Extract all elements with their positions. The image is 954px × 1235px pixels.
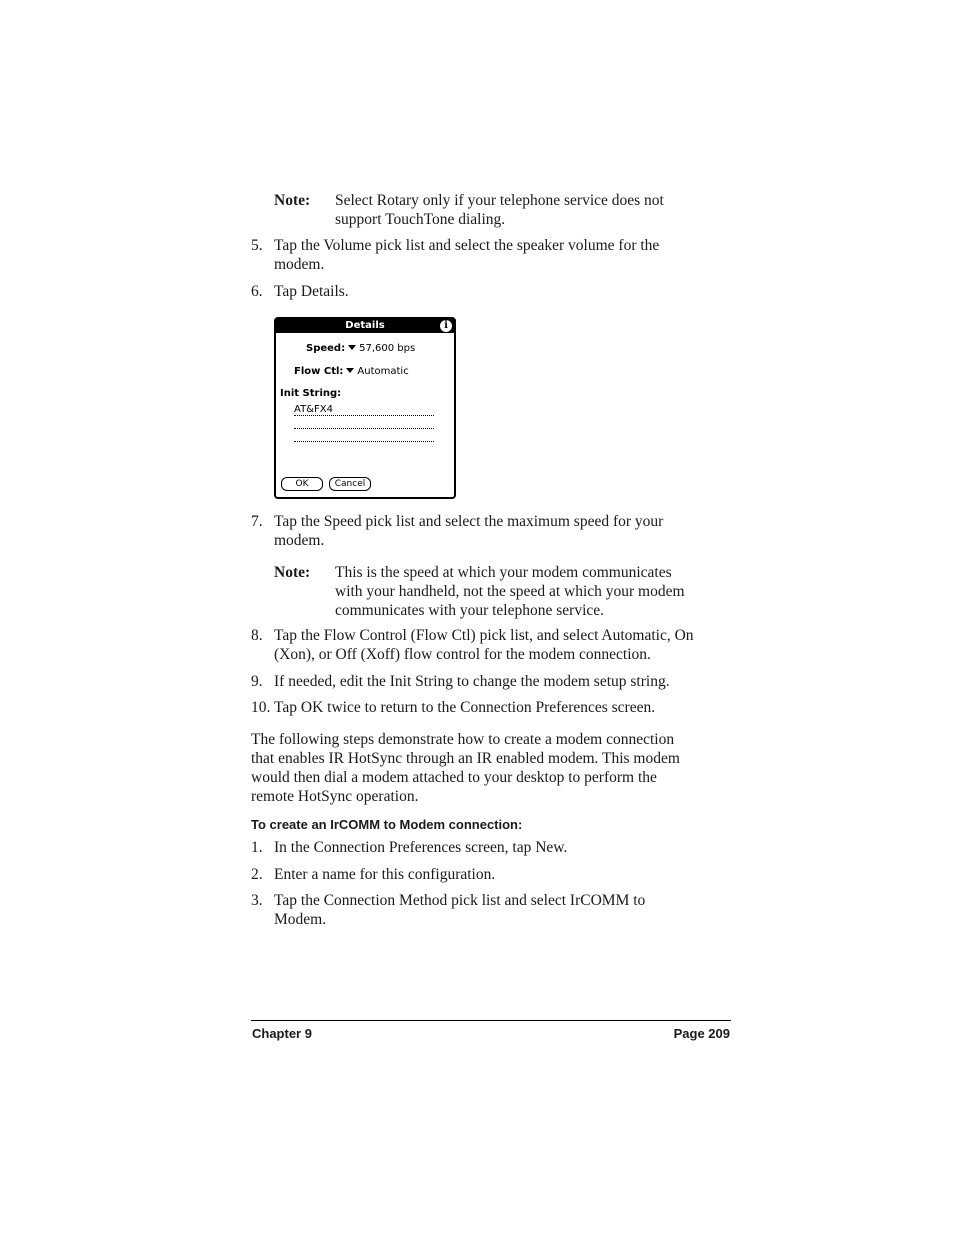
note-text (335, 191, 664, 229)
step-text (274, 626, 734, 664)
note-line: with your handheld, not the speed at which your modem (335, 583, 685, 600)
note-line: support TouchTone dialing. (335, 211, 506, 228)
cancel-button: Cancel (329, 477, 371, 491)
step-text (274, 236, 734, 274)
step-line: modem. (274, 532, 325, 549)
note-label: Note: (274, 192, 311, 209)
step-number: 1. (251, 839, 263, 856)
step-number: 7. (251, 513, 263, 530)
flow-label: Flow Ctl: (294, 366, 344, 377)
paragraph-line: The following steps demonstrate how to create a modem connection (251, 731, 675, 748)
step-line: Tap the Speed pick list and select the maximum speed for your (274, 513, 664, 530)
details-screenshot (274, 317, 456, 499)
step-line: modem. (274, 256, 325, 273)
step-text: If needed, edit the Init String to change the modem setup string. (274, 673, 670, 690)
dropdown-arrow-icon (346, 368, 354, 373)
step-number: 8. (251, 627, 263, 644)
speed-value: 57,600 bps (359, 343, 416, 354)
details-title-bar (276, 319, 454, 333)
init-string-label: Init String: (280, 388, 342, 399)
step-line: Tap the Volume pick list and select the speaker volume for the (274, 237, 660, 254)
footer-chapter: Chapter 9 (252, 1026, 312, 1041)
step-number: 5. (251, 237, 263, 254)
step-number: 2. (251, 866, 263, 883)
note-label: Note: (274, 564, 311, 581)
step-line: Tap the Flow Control (Flow Ctl) pick list, and select Automatic, On (274, 627, 694, 644)
details-title: Details (345, 320, 385, 331)
step-line: Modem. (274, 911, 327, 928)
note-line: communicates with your telephone service. (335, 602, 605, 619)
step-text: Tap OK twice to return to the Connection Preferences screen. (274, 699, 656, 716)
step-number: 3. (251, 892, 263, 909)
note-line: Select Rotary only if your telephone service does not (335, 192, 664, 209)
flow-value: Automatic (357, 366, 409, 377)
speed-label: Speed: (306, 343, 346, 354)
step-text: Tap Details. (274, 283, 349, 300)
paragraph-line: that enables IR HotSync through an IR enabled modem. This modem (251, 750, 680, 767)
step-number: 6. (251, 283, 263, 300)
step-text (274, 891, 734, 929)
footer-page-number: Page 209 (673, 1026, 730, 1041)
init-string-line (294, 441, 434, 442)
init-string-line (294, 428, 434, 429)
footer-rule (251, 1020, 731, 1021)
dropdown-arrow-icon (348, 345, 356, 350)
flow-row (294, 366, 409, 378)
intro-paragraph (251, 730, 731, 806)
step-line: Tap the Connection Method pick list and select IrCOMM to (274, 892, 646, 909)
init-string-line (294, 415, 434, 416)
section-subheading: To create an IrCOMM to Modem connection: (251, 817, 523, 832)
step-line: (Xon), or Off (Xoff) flow control for the modem connection. (274, 646, 651, 663)
ok-button: OK (281, 477, 323, 491)
step-text: Enter a name for this configuration. (274, 866, 496, 883)
step-text: In the Connection Preferences screen, tap New. (274, 839, 568, 856)
step-number: 10. (251, 699, 271, 716)
note-line: This is the speed at which your modem communicates (335, 564, 672, 581)
step-number: 9. (251, 673, 263, 690)
paragraph-line: remote HotSync operation. (251, 788, 419, 805)
speed-row (306, 343, 415, 355)
info-icon: i (440, 320, 452, 332)
step-text (274, 512, 734, 550)
paragraph-line: would then dial a modem attached to your desktop to perform the (251, 769, 657, 786)
init-string-value: AT&FX4 (294, 404, 333, 415)
note-text (335, 563, 685, 620)
